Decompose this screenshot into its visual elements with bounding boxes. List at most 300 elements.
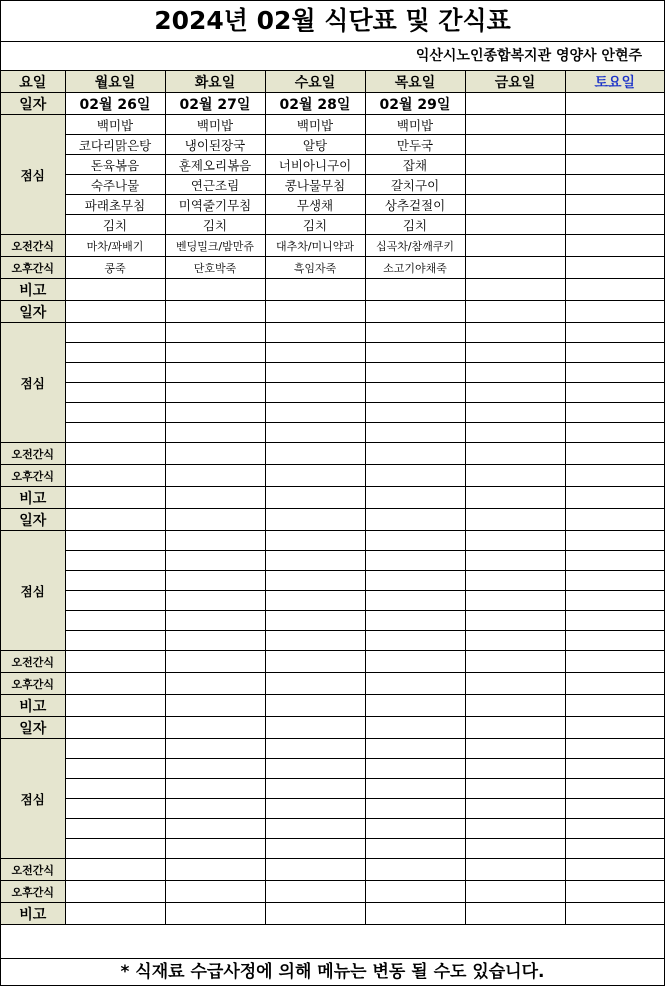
lunch-menu-cell: 상추겉절이 — [365, 195, 465, 215]
date-cell — [165, 717, 265, 739]
lunch-menu-cell — [365, 531, 465, 551]
pm-snack-cell — [265, 465, 365, 487]
am-snack-cell — [365, 859, 465, 881]
lunch-menu-cell — [565, 631, 664, 651]
note-cell — [465, 903, 565, 925]
menu-table — [1, 71, 664, 925]
am-snack-cell — [65, 443, 165, 465]
footer-note: * 식재료 수급사정에 의해 메뉴는 변동 될 수도 있습니다. — [1, 958, 664, 985]
note-cell — [465, 487, 565, 509]
lunch-menu-cell — [565, 799, 664, 819]
header-corner: 요일 — [1, 71, 65, 93]
lunch-menu-cell — [465, 323, 565, 343]
note-cell — [465, 279, 565, 301]
lunch-row — [1, 739, 664, 759]
lunch-menu-cell: 김치 — [365, 215, 465, 235]
pm-snack-cell: 흑임자죽 — [265, 257, 365, 279]
am-snack-cell — [165, 651, 265, 673]
row-label-note: 비고 — [1, 487, 65, 509]
lunch-menu-cell — [365, 383, 465, 403]
lunch-menu-cell — [465, 551, 565, 571]
note-cell — [65, 487, 165, 509]
lunch-menu-cell — [365, 571, 465, 591]
date-cell — [565, 509, 664, 531]
lunch-menu-cell: 돈육볶음 — [65, 155, 165, 175]
lunch-row — [1, 631, 664, 651]
lunch-menu-cell — [65, 323, 165, 343]
lunch-menu-cell — [565, 611, 664, 631]
lunch-menu-cell — [65, 799, 165, 819]
lunch-menu-cell — [165, 759, 265, 779]
lunch-menu-cell — [565, 779, 664, 799]
am-snack-cell — [165, 859, 265, 881]
note-cell — [65, 903, 165, 925]
lunch-menu-cell — [565, 363, 664, 383]
row-label-am-snack: 오전간식 — [1, 443, 65, 465]
lunch-menu-cell — [365, 363, 465, 383]
am-snack-cell: 십곡차/참깨쿠키 — [365, 235, 465, 257]
lunch-menu-cell — [65, 739, 165, 759]
header-day: 목요일 — [365, 71, 465, 93]
lunch-row — [1, 363, 664, 383]
lunch-menu-cell — [465, 175, 565, 195]
pm-snack-cell — [65, 673, 165, 695]
am-snack-cell — [165, 443, 265, 465]
lunch-menu-cell: 파래초무침 — [65, 195, 165, 215]
lunch-row — [1, 591, 664, 611]
pm-snack-cell — [365, 673, 465, 695]
lunch-menu-cell — [365, 611, 465, 631]
date-cell: 02월 28일 — [265, 93, 365, 115]
am-snack-cell — [265, 651, 365, 673]
pm-snack-row — [1, 881, 664, 903]
lunch-menu-cell — [565, 383, 664, 403]
pm-snack-cell: 콩죽 — [65, 257, 165, 279]
row-label-lunch: 점심 — [1, 531, 65, 651]
lunch-menu-cell — [465, 115, 565, 135]
date-row — [1, 717, 664, 739]
lunch-row — [1, 135, 664, 155]
lunch-menu-cell — [165, 839, 265, 859]
pm-snack-cell: 소고기야채죽 — [365, 257, 465, 279]
pm-snack-row — [1, 465, 664, 487]
pm-snack-cell: 단호박죽 — [165, 257, 265, 279]
lunch-menu-cell — [65, 403, 165, 423]
lunch-menu-cell: 김치 — [165, 215, 265, 235]
date-cell — [165, 301, 265, 323]
header-day: 금요일 — [465, 71, 565, 93]
lunch-row — [1, 759, 664, 779]
lunch-menu-cell — [165, 343, 265, 363]
lunch-menu-cell: 백미밥 — [265, 115, 365, 135]
note-row — [1, 695, 664, 717]
lunch-menu-cell — [365, 343, 465, 363]
lunch-menu-cell — [65, 779, 165, 799]
pm-snack-cell — [365, 465, 465, 487]
header-day: 월요일 — [65, 71, 165, 93]
lunch-menu-cell — [365, 799, 465, 819]
lunch-menu-cell — [265, 343, 365, 363]
lunch-menu-cell — [65, 759, 165, 779]
lunch-menu-cell: 코다리맑은탕 — [65, 135, 165, 155]
lunch-menu-cell — [65, 611, 165, 631]
lunch-menu-cell — [365, 323, 465, 343]
lunch-menu-cell — [265, 383, 365, 403]
pm-snack-cell — [165, 465, 265, 487]
lunch-menu-cell — [65, 343, 165, 363]
lunch-menu-cell — [265, 759, 365, 779]
lunch-menu-cell — [165, 631, 265, 651]
am-snack-cell — [65, 651, 165, 673]
am-snack-cell — [365, 651, 465, 673]
am-snack-cell — [465, 235, 565, 257]
lunch-menu-cell — [65, 819, 165, 839]
lunch-menu-cell — [265, 631, 365, 651]
date-cell — [365, 717, 465, 739]
pm-snack-cell — [365, 881, 465, 903]
am-snack-cell — [265, 443, 365, 465]
pm-snack-cell — [265, 881, 365, 903]
lunch-menu-cell — [365, 631, 465, 651]
lunch-row — [1, 819, 664, 839]
note-row — [1, 903, 664, 925]
lunch-row — [1, 531, 664, 551]
row-label-note: 비고 — [1, 695, 65, 717]
lunch-menu-cell — [565, 155, 664, 175]
lunch-menu-cell: 잡채 — [365, 155, 465, 175]
note-cell — [565, 903, 664, 925]
lunch-menu-cell: 김치 — [65, 215, 165, 235]
lunch-menu-cell — [565, 531, 664, 551]
lunch-menu-cell: 훈제오리볶음 — [165, 155, 265, 175]
lunch-menu-cell — [465, 819, 565, 839]
lunch-menu-cell: 만두국 — [365, 135, 465, 155]
header-day: 수요일 — [265, 71, 365, 93]
lunch-menu-cell — [465, 739, 565, 759]
lunch-menu-cell — [465, 779, 565, 799]
am-snack-cell — [365, 443, 465, 465]
pm-snack-cell — [65, 881, 165, 903]
am-snack-cell — [65, 859, 165, 881]
lunch-menu-cell — [465, 571, 565, 591]
am-snack-cell: 마차/꽈배기 — [65, 235, 165, 257]
date-cell: 02월 27일 — [165, 93, 265, 115]
lunch-menu-cell — [365, 591, 465, 611]
note-cell — [65, 279, 165, 301]
lunch-menu-cell — [565, 571, 664, 591]
lunch-row — [1, 571, 664, 591]
lunch-menu-cell — [465, 631, 565, 651]
lunch-menu-cell — [465, 195, 565, 215]
lunch-menu-cell — [565, 323, 664, 343]
date-cell — [65, 509, 165, 531]
note-cell — [265, 279, 365, 301]
date-cell — [465, 93, 565, 115]
lunch-menu-cell: 연근조림 — [165, 175, 265, 195]
lunch-menu-cell — [565, 403, 664, 423]
lunch-menu-cell — [165, 423, 265, 443]
lunch-menu-cell — [165, 799, 265, 819]
row-label-note: 비고 — [1, 279, 65, 301]
lunch-menu-cell — [365, 779, 465, 799]
row-label-am-snack: 오전간식 — [1, 235, 65, 257]
lunch-menu-cell — [565, 423, 664, 443]
header-day: 화요일 — [165, 71, 265, 93]
lunch-menu-cell — [465, 383, 565, 403]
lunch-menu-cell: 너비아니구이 — [265, 155, 365, 175]
date-cell — [465, 301, 565, 323]
lunch-row — [1, 215, 664, 235]
lunch-menu-cell — [365, 423, 465, 443]
lunch-menu-cell — [165, 571, 265, 591]
lunch-menu-cell: 콩나물무침 — [265, 175, 365, 195]
lunch-menu-cell — [565, 175, 664, 195]
am-snack-cell — [565, 235, 664, 257]
lunch-row — [1, 343, 664, 363]
lunch-menu-cell — [465, 611, 565, 631]
lunch-menu-cell — [565, 115, 664, 135]
lunch-menu-cell — [565, 839, 664, 859]
am-snack-cell: 대추차/미니약과 — [265, 235, 365, 257]
am-snack-row — [1, 859, 664, 881]
am-snack-row — [1, 443, 664, 465]
pm-snack-cell — [265, 673, 365, 695]
note-cell — [65, 695, 165, 717]
lunch-menu-cell — [165, 611, 265, 631]
am-snack-cell — [565, 651, 664, 673]
note-cell — [465, 695, 565, 717]
row-label-am-snack: 오전간식 — [1, 859, 65, 881]
note-cell — [265, 903, 365, 925]
lunch-menu-cell — [565, 591, 664, 611]
note-cell — [565, 279, 664, 301]
note-row — [1, 487, 664, 509]
lunch-menu-cell — [465, 343, 565, 363]
pm-snack-cell — [65, 465, 165, 487]
page-title: 2024년 02월 식단표 및 간식표 — [1, 1, 664, 42]
lunch-row — [1, 155, 664, 175]
lunch-menu-cell — [65, 631, 165, 651]
am-snack-cell — [465, 443, 565, 465]
date-row — [1, 93, 664, 115]
date-cell — [465, 509, 565, 531]
lunch-menu-cell — [565, 135, 664, 155]
date-cell — [65, 301, 165, 323]
lunch-menu-cell — [365, 739, 465, 759]
lunch-menu-cell: 무생채 — [265, 195, 365, 215]
lunch-menu-cell — [565, 739, 664, 759]
lunch-menu-cell — [265, 363, 365, 383]
lunch-menu-cell — [565, 759, 664, 779]
lunch-menu-cell: 냉이된장국 — [165, 135, 265, 155]
lunch-menu-cell — [265, 323, 365, 343]
lunch-menu-cell — [365, 839, 465, 859]
lunch-menu-cell — [265, 611, 365, 631]
pm-snack-row — [1, 673, 664, 695]
date-cell: 02월 29일 — [365, 93, 465, 115]
lunch-menu-cell — [65, 551, 165, 571]
lunch-menu-cell — [465, 215, 565, 235]
lunch-menu-cell — [465, 759, 565, 779]
note-cell — [365, 279, 465, 301]
lunch-row — [1, 195, 664, 215]
pm-snack-cell — [165, 881, 265, 903]
lunch-menu-cell — [365, 403, 465, 423]
lunch-menu-cell — [165, 363, 265, 383]
note-cell — [165, 279, 265, 301]
date-cell — [65, 717, 165, 739]
pm-snack-cell — [165, 673, 265, 695]
am-snack-row — [1, 651, 664, 673]
lunch-menu-cell — [265, 839, 365, 859]
am-snack-cell: 벤딩밀크/밤만쥬 — [165, 235, 265, 257]
note-cell — [365, 903, 465, 925]
lunch-menu-cell — [165, 323, 265, 343]
lunch-menu-cell — [265, 799, 365, 819]
lunch-row — [1, 323, 664, 343]
lunch-menu-cell: 숙주나물 — [65, 175, 165, 195]
date-cell — [565, 93, 664, 115]
row-label-pm-snack: 오후간식 — [1, 673, 65, 695]
lunch-menu-cell — [565, 215, 664, 235]
row-label-pm-snack: 오후간식 — [1, 881, 65, 903]
lunch-menu-cell: 알탕 — [265, 135, 365, 155]
row-label-pm-snack: 오후간식 — [1, 257, 65, 279]
note-cell — [565, 695, 664, 717]
lunch-menu-cell — [365, 819, 465, 839]
lunch-menu-cell — [65, 383, 165, 403]
row-label-note: 비고 — [1, 903, 65, 925]
lunch-menu-cell — [565, 195, 664, 215]
lunch-menu-cell — [465, 363, 565, 383]
lunch-menu-cell — [465, 799, 565, 819]
lunch-menu-cell — [265, 739, 365, 759]
lunch-row — [1, 779, 664, 799]
lunch-menu-cell — [565, 551, 664, 571]
lunch-menu-cell — [265, 423, 365, 443]
lunch-menu-cell: 백미밥 — [365, 115, 465, 135]
row-label-date: 일자 — [1, 509, 65, 531]
row-label-lunch: 점심 — [1, 739, 65, 859]
am-snack-cell — [565, 859, 664, 881]
date-cell — [365, 509, 465, 531]
lunch-menu-cell — [465, 155, 565, 175]
pm-snack-cell — [565, 257, 664, 279]
lunch-menu-cell — [65, 839, 165, 859]
lunch-menu-cell — [165, 591, 265, 611]
lunch-menu-cell — [265, 531, 365, 551]
row-label-am-snack: 오전간식 — [1, 651, 65, 673]
lunch-menu-cell — [165, 551, 265, 571]
lunch-row — [1, 403, 664, 423]
date-cell: 02월 26일 — [65, 93, 165, 115]
note-cell — [365, 487, 465, 509]
note-cell — [365, 695, 465, 717]
lunch-row — [1, 839, 664, 859]
am-snack-cell — [265, 859, 365, 881]
pm-snack-cell — [465, 881, 565, 903]
lunch-row — [1, 551, 664, 571]
pm-snack-cell — [465, 465, 565, 487]
row-label-date: 일자 — [1, 93, 65, 115]
lunch-menu-cell — [465, 531, 565, 551]
lunch-menu-cell — [365, 551, 465, 571]
lunch-menu-cell — [165, 383, 265, 403]
pm-snack-cell — [565, 673, 664, 695]
lunch-menu-cell: 김치 — [265, 215, 365, 235]
note-cell — [165, 695, 265, 717]
am-snack-cell — [465, 859, 565, 881]
lunch-menu-cell — [65, 591, 165, 611]
date-cell — [565, 301, 664, 323]
lunch-row — [1, 115, 664, 135]
am-snack-cell — [465, 651, 565, 673]
lunch-menu-cell — [465, 403, 565, 423]
header-day-saturday: 토요일 — [565, 71, 664, 93]
pm-snack-cell — [465, 673, 565, 695]
lunch-row — [1, 799, 664, 819]
row-label-lunch: 점심 — [1, 323, 65, 443]
date-row — [1, 301, 664, 323]
date-cell — [165, 509, 265, 531]
date-cell — [265, 509, 365, 531]
am-snack-row — [1, 235, 664, 257]
row-label-date: 일자 — [1, 717, 65, 739]
pm-snack-cell — [565, 465, 664, 487]
row-label-pm-snack: 오후간식 — [1, 465, 65, 487]
lunch-menu-cell — [165, 779, 265, 799]
lunch-menu-cell — [65, 531, 165, 551]
lunch-menu-cell — [465, 839, 565, 859]
lunch-row — [1, 175, 664, 195]
lunch-menu-cell — [165, 403, 265, 423]
row-label-lunch: 점심 — [1, 115, 65, 235]
lunch-menu-cell — [165, 819, 265, 839]
lunch-menu-cell — [165, 739, 265, 759]
lunch-menu-cell — [465, 135, 565, 155]
note-cell — [565, 487, 664, 509]
lunch-row — [1, 383, 664, 403]
lunch-menu-cell — [65, 423, 165, 443]
lunch-menu-cell: 갈치구이 — [365, 175, 465, 195]
lunch-menu-cell — [265, 403, 365, 423]
note-cell — [265, 487, 365, 509]
lunch-menu-cell — [265, 779, 365, 799]
header-row — [1, 71, 664, 93]
lunch-row — [1, 611, 664, 631]
note-cell — [265, 695, 365, 717]
lunch-menu-cell: 백미밥 — [65, 115, 165, 135]
lunch-menu-cell — [65, 363, 165, 383]
pm-snack-cell — [565, 881, 664, 903]
am-snack-cell — [565, 443, 664, 465]
note-row — [1, 279, 664, 301]
lunch-menu-cell: 백미밥 — [165, 115, 265, 135]
lunch-menu-cell — [65, 571, 165, 591]
note-cell — [165, 487, 265, 509]
date-cell — [265, 717, 365, 739]
note-cell — [165, 903, 265, 925]
row-label-date: 일자 — [1, 301, 65, 323]
date-cell — [565, 717, 664, 739]
lunch-menu-cell — [365, 759, 465, 779]
pm-snack-row — [1, 257, 664, 279]
lunch-menu-cell — [565, 819, 664, 839]
lunch-menu-cell — [165, 531, 265, 551]
lunch-menu-cell — [565, 343, 664, 363]
lunch-menu-cell — [465, 423, 565, 443]
date-row — [1, 509, 664, 531]
